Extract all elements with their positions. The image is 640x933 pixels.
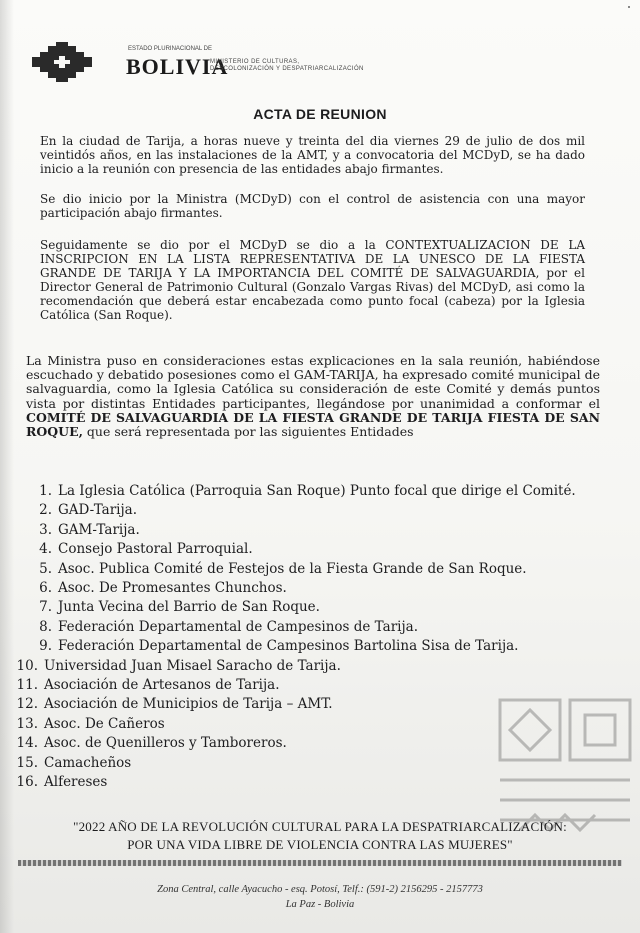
list-item-number: 6. [39,580,52,597]
list-item-label: Asoc. De Cañeros [44,715,165,732]
logo-wordmark: BOLIVIA [126,54,229,79]
footer-address [0,882,640,912]
paragraph-context: Seguidamente se dio por el MCDyD se dio a la CONTEXTUALIZACION DE LA INSCRIPCION EN LA LISTA REPRESENTATIVA DE LA UNESCO DE LA FIESTA GRANDE DE TARIJA Y LA IMPORTANCIA DEL COMITÉ DE SALVAGUARDIA, por el Director General de Patrimonio Cultural (Gonzalo Vargas Rivas) del MCDyD, asi como la recomendación que deberá estar encabezada como punto focal (cabeza) por la Iglesia Católica (San Roque). [40,238,585,322]
document-title: ACTA DE REUNION [253,106,387,122]
ministry-line-2: DESCOLONIZACIÓN Y DESPATRIARCALIZACIÓN [210,66,364,72]
list-item-label: Federación Departamental de Campesinos Bartolina Sisa de Tarija. [58,638,519,655]
agreement-text-a: La Ministra puso en consideraciones estas explicaciones en la sala reunión, habiéndose escuchado y debatido posesiones como el GAM-TARIJA, ha expresado comité municipal de salvaguardia, como la Iglesia Católica su consideración de este Comité y demás puntos vista por distintas Entidades participantes, llegándose por unanimidad a conformar el [26,353,600,411]
list-item-number: 3. [39,521,52,538]
list-item-label: Asociación de Municipios de Tarija – AMT. [44,696,333,713]
motto-line-1: "2022 AÑO DE LA REVOLUCIÓN CULTURAL PARA LA DESPATRIARCALIZACIÓN: [73,819,567,834]
paragraph-opening: En la ciudad de Tarija, a horas nueve y treinta del dia viernes 29 de julio de dos mil veintidós años, en las instalaciones de la AMT, y a convocatoria del MCDyD, se ha dado inicio a la reunión con presencia de las entidades abajo firmantes. [40,134,585,176]
footer-divider [18,860,622,866]
list-item [16,598,616,617]
paragraph-attendance: Se dio inicio por la Ministra (MCDyD) con el control de asistencia con una mayor participación abajo firmantes. [40,192,585,220]
list-item-number: 5. [39,560,52,577]
list-item-label: Consejo Pastoral Parroquial. [58,541,253,558]
list-item-label: La Iglesia Católica (Parroquia San Roque) Punto focal que dirige el Comité. [58,483,576,499]
motto [20,818,620,854]
motto-line-2: POR UNA VIDA LIBRE DE VIOLENCIA CONTRA LAS MUJERES" [127,837,513,852]
list-item [16,482,616,501]
list-item-number: 12. [16,696,38,713]
footer-line-2: La Paz - Bolivia [285,899,355,910]
list-item [16,579,616,598]
letterhead [30,40,610,90]
list-item-number: 7. [39,599,52,616]
list-item-label: Camacheños [44,754,132,771]
logo-caption: ESTADO PLURINACIONAL DE [128,46,213,52]
list-item [16,618,616,637]
list-item-number: 11. [16,677,38,694]
list-item [16,501,616,520]
list-item [16,637,616,656]
list-item-number: 10. [16,657,38,674]
list-item-number: 4. [39,541,52,558]
list-item [16,540,616,559]
list-item-label: Asoc. Publica Comité de Festejos de la Fiesta Grande de San Roque. [58,560,527,577]
list-item-number: 8. [39,618,52,635]
list-item-number: 16. [16,774,38,791]
list-item-label: GAD-Tarija. [58,502,137,519]
ministry-line-1: MINISTERIO DE CULTURAS, [210,59,300,65]
footer-line-1: Zona Central, calle Ayacucho - esq. Potosí, Telf.: (591-2) 2156295 - 2157773 [157,884,483,895]
list-item-label: Universidad Juan Misael Saracho de Tarija. [44,657,341,674]
list-item-number: 9. [39,638,52,655]
list-item-label: Alfereses [44,774,108,791]
list-item-label: Junta Vecina del Barrio de San Roque. [58,599,320,616]
paragraph-agreement [26,354,600,439]
agreement-text-b: que será representada por las siguientes Entidades [82,424,414,440]
list-item-number: 15. [16,754,38,771]
bolivia-logo-icon [32,42,92,82]
list-item-label: Asoc. de Quenilleros y Tamboreros. [44,735,287,752]
list-item [16,521,616,540]
list-item-label: Asoc. De Promesantes Chunchos. [58,580,287,597]
list-item [16,657,616,676]
list-item-label: Federación Departamental de Campesinos de Tarija. [58,618,418,635]
list-item [16,560,616,579]
page-edge-shadow [0,0,14,933]
list-item-label: Asociación de Artesanos de Tarija. [44,677,280,694]
list-item-label: GAM-Tarija. [58,521,140,538]
list-item-number: 2. [39,502,52,519]
ministry-name [210,59,364,73]
committee-name: COMITÉ DE SALVAGUARDIA DE LA FIESTA GRANDE DE TARIJA FIESTA DE SAN ROQUE, [26,409,600,440]
list-item-number: 1. [39,483,52,499]
list-item-number: 13. [16,715,38,732]
list-item-number: 14. [16,735,38,752]
speck [628,6,630,8]
